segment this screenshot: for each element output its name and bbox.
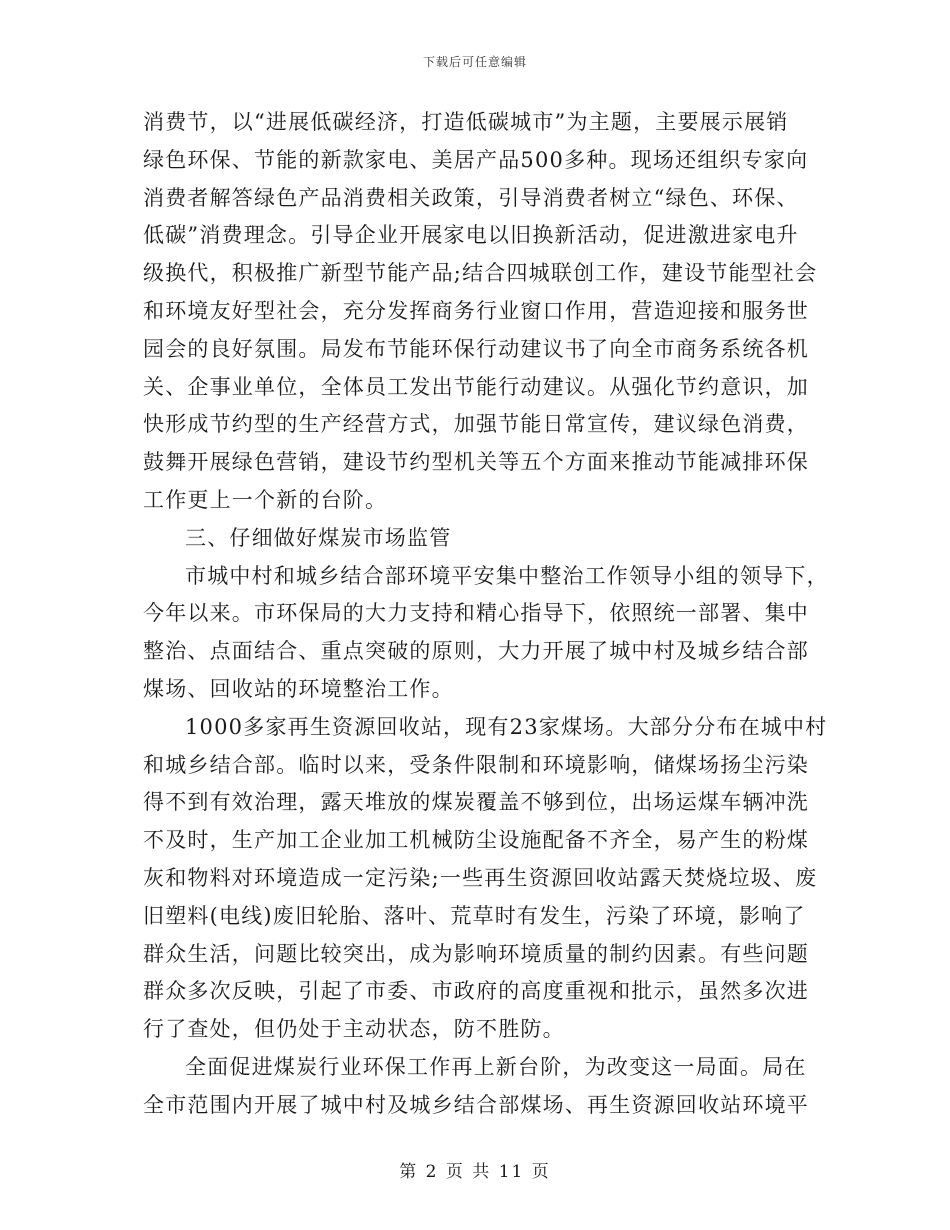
text-line: 煤场、回收站的环境整治工作。 xyxy=(143,676,454,701)
paragraph-start-line: 全面促进煤炭行业环保工作再上新台阶，为改变这一局面。局在 xyxy=(185,1054,807,1079)
text-line: 和城乡结合部。临时以来，受条件限制和环境影响，储煤场扬尘污染 xyxy=(143,752,809,777)
text-line: 关、企事业单位，全体员工发出节能行动建议。从强化节约意识，加 xyxy=(143,374,809,399)
text-line: 今年以来。市环保局的大力支持和精心指导下，依照统一部署、集中 xyxy=(143,601,809,626)
text-line: 得不到有效治理，露天堆放的煤炭覆盖不够到位，出场运煤车辆冲洗 xyxy=(143,790,809,815)
text-line: 快形成节约型的生产经营方式，加强节能日常宣传，建议绿色消费， xyxy=(143,412,809,437)
text-line: 整治、点面结合、重点突破的原则，大力开展了城中村及城乡结合部 xyxy=(143,639,809,664)
text-line: 灰和物料对环境造成一定污染;一些再生资源回收站露天焚烧垃圾、废 xyxy=(143,865,818,890)
document-body xyxy=(143,104,829,1125)
text-line: 消费者解答绿色产品消费相关政策，引导消费者树立“绿色、环保、 xyxy=(143,185,799,210)
text-line: 低碳”消费理念。引导企业开展家电以旧换新活动，促进激进家电升 xyxy=(143,223,799,248)
text-line: 群众多次反映，引起了市委、市政府的高度重视和批示，虽然多次进 xyxy=(143,979,809,1004)
paragraph-start-line: 市城中村和城乡结合部环境平安集中整治工作领导小组的领导下， xyxy=(185,563,829,588)
text-line: 不及时，生产加工企业加工机械防尘设施配备不齐全，易产生的粉煤 xyxy=(143,828,809,853)
text-line: 行了查处，但仍处于主动状态，防不胜防。 xyxy=(143,1017,565,1042)
section-heading: 三、仔细做好煤炭市场监管 xyxy=(185,525,452,550)
text-line: 级换代，积极推广新型节能产品;结合四城联创工作，建设节能型社会 xyxy=(143,261,818,286)
text-line: 旧塑料(电线)废旧轮胎、落叶、荒草时有发生，污染了环境，影响了 xyxy=(143,903,806,928)
text-line: 和环境友好型社会，充分发挥商务行业窗口作用，营造迎接和服务世 xyxy=(143,298,809,323)
text-line: 园会的良好氛围。局发布节能环保行动建议书了向全市商务系统各机 xyxy=(143,336,809,361)
text-line: 鼓舞开展绿色营销，建设节约型机关等五个方面来推动节能减排环保 xyxy=(143,450,809,475)
text-line: 工作更上一个新的台阶。 xyxy=(143,487,388,512)
text-line: 群众生活，问题比较突出，成为影响环境质量的制约因素。有些问题 xyxy=(143,941,809,966)
text-line: 绿色环保、节能的新款家电、美居产品500多种。现场还组织专家向 xyxy=(143,147,809,172)
paragraph-start-line: 1000多家再生资源回收站，现有23家煤场。大部分分布在城中村 xyxy=(185,714,828,739)
text-line: 消费节，以“进展低碳经济，打造低碳城市”为主题，主要展示展销 xyxy=(143,110,789,134)
page-header: 下载后可任意编辑 xyxy=(422,55,527,69)
text-line: 全市范围内开展了城中村及城乡结合部煤场、再生资源回收站环境平 xyxy=(143,1092,809,1117)
page-number-footer: 第 2 页 共 11 页 xyxy=(399,1162,551,1182)
